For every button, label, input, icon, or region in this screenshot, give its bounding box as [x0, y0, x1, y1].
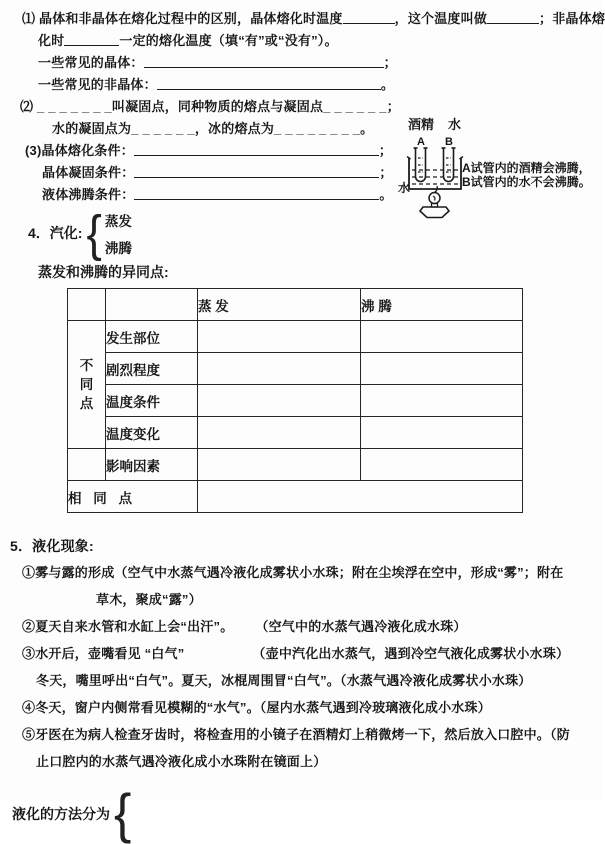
item1-line3-label: 一些常见的晶体： — [38, 55, 144, 70]
liq-item3-text-b: （壶中汽化出水蒸气，遇到冷空气液化成雾状小水珠） — [252, 646, 570, 661]
blank-line — [64, 34, 119, 46]
table-row-same — [68, 481, 523, 513]
brace-icon: { — [114, 783, 132, 844]
liq-item3-line1 — [0, 640, 602, 667]
liq-item2-text-b: （空气中的水蒸气遇冷液化成水珠） — [255, 619, 467, 634]
cell-evaporation — [198, 353, 361, 385]
branch-evaporation: 蒸发 — [104, 213, 132, 229]
alcohol-label: 酒精 — [408, 117, 435, 132]
note-line2-pre: B试管内的水 — [462, 174, 531, 189]
blank-line — [134, 144, 379, 156]
item3-line2-end: ； — [379, 165, 393, 180]
table-header-row — [68, 289, 523, 321]
blank-line — [343, 12, 395, 24]
spacer — [184, 657, 252, 658]
item1-line1-text-a: ⑴ 晶体和非晶体在熔化过程中的区别，晶体熔化时温度 — [22, 11, 343, 26]
header-boiling: 沸 腾 — [361, 289, 523, 321]
water-beaker-label: 水 — [398, 181, 411, 195]
cell-boiling — [361, 449, 523, 481]
blank-line — [487, 12, 539, 24]
table-row — [68, 417, 523, 449]
boiling-experiment-diagram — [398, 112, 602, 224]
row-label: 发生部位 — [106, 321, 198, 353]
item1-line4-end: 。 — [380, 77, 395, 92]
note-line2 — [462, 176, 602, 190]
liq-item1-line1: ①雾与露的形成（空气中水蒸气遇冷液化成雾状小水珠；附在尘埃浮在空中，形成“雾”；附在 — [22, 565, 564, 580]
item1-line2 — [0, 30, 602, 52]
same-row-label: 相 同 点 — [68, 481, 198, 513]
section5-heading: 5．液化现象: — [10, 538, 94, 554]
liq-item5-line1: ⑤牙医在为病人检查牙齿时，将检查用的小镜子在酒精灯上稍微烤一下，然后放入口腔中。（防 — [22, 727, 570, 742]
item3-line2-label: 晶体凝固条件： — [42, 165, 135, 180]
item3-line3-label: 液体沸腾条件： — [42, 187, 135, 202]
row-label: 温度变化 — [106, 417, 198, 449]
item1-line3-end: ； — [383, 55, 397, 70]
group-label-cell — [68, 321, 106, 449]
cell-same — [198, 481, 523, 513]
cell-evaporation — [198, 385, 361, 417]
tube-a-label: A — [417, 136, 425, 148]
table-row — [68, 385, 523, 417]
row-label: 影响因素 — [106, 449, 198, 481]
group-label-different: 不同点 — [79, 358, 94, 411]
cell-evaporation — [198, 449, 361, 481]
water-top-label: 水 — [448, 117, 462, 132]
table-row — [68, 353, 523, 385]
comparison-table — [67, 288, 523, 513]
methods-label: 液化的方法分为 — [12, 806, 110, 822]
note-line2-strong: 不会 — [530, 174, 555, 189]
liq-item1-line2: 草木，聚成“露”） — [96, 592, 202, 607]
liq-item3-line2: 冬天，嘴里呼出“白气”。夏天，冰棍周围冒“白气”。（水蒸气遇冷液化成雾状小水珠） — [36, 673, 532, 688]
blank-line — [134, 166, 379, 178]
row-label: 温度条件 — [106, 385, 198, 417]
cell-evaporation — [198, 321, 361, 353]
liq-item4: ④冬天，窗户内侧常看见模糊的“水气”。（屋内水蒸气遇到冷玻璃液化成小水珠） — [22, 700, 491, 715]
blank-line — [134, 188, 379, 200]
row-label: 剧烈程度 — [106, 353, 198, 385]
liq-item2-text-a: ②夏天自来水管和水缸上会“出汗”。 — [22, 619, 234, 634]
note-line1: A试管内的酒精会沸腾， — [462, 161, 591, 175]
spacer — [233, 630, 255, 631]
item1-line1-text-c: ；非晶体熔 — [539, 11, 605, 26]
tube-b-label: B — [445, 136, 453, 148]
item1-line1 — [0, 8, 605, 30]
experiment-note — [462, 162, 602, 189]
item1-line2-text-b: 一定的熔化温度（填“有”或“没有”）。 — [119, 33, 338, 48]
item2-line2-text: 水的凝固点为_ _ _ _ _ _，冰的熔点为_ _ _ _ _ _ _ _。 — [52, 121, 374, 136]
cell-boiling — [361, 417, 523, 449]
header-empty-cell2 — [106, 289, 198, 321]
header-empty-cell — [68, 289, 106, 321]
item3-line1-end: ； — [378, 143, 393, 158]
brace-icon: { — [86, 204, 102, 262]
table-caption: 蒸发和沸腾的异同点: — [38, 264, 169, 280]
note-line2-post: 沸腾。 — [554, 174, 591, 189]
item1-line1-text-b: ，这个温度叫做 — [394, 11, 488, 26]
item3-line3-end: 。 — [379, 187, 393, 202]
cell-evaporation — [198, 417, 361, 449]
liquefaction-methods — [0, 783, 602, 844]
item1-line4-label: 一些常见的非晶体： — [38, 77, 157, 92]
item1-line3 — [0, 52, 602, 74]
blank-line — [144, 56, 384, 68]
blank-line — [157, 78, 381, 90]
section4-heading: 4．汽化: — [28, 225, 83, 241]
header-evaporation: 蒸 发 — [198, 289, 361, 321]
vaporization-branches — [105, 210, 132, 257]
table-row — [68, 449, 523, 481]
empty-group-cell — [68, 449, 106, 481]
table-row — [68, 321, 523, 353]
liq-item3-text-a: ③水开后，壶嘴看见 “白气” — [22, 646, 185, 661]
liq-item2 — [0, 613, 602, 640]
alcohol-lamp-icon — [420, 204, 449, 218]
cell-boiling — [361, 353, 523, 385]
item3-line1-label: (3)晶体熔化条件： — [25, 143, 134, 158]
item2-line1-text: ⑵ _ _ _ _ _ _ _叫凝固点，同种物质的熔点与凝固点_ _ _ _ _ _； — [20, 99, 400, 114]
cell-boiling — [361, 385, 523, 417]
cell-boiling — [361, 321, 523, 353]
section5-liquefaction — [0, 533, 602, 775]
item1-line2-text-a: 化时 — [38, 33, 65, 48]
liq-item5-line2: 止口腔内的水蒸气遇冷液化成小水珠附在镜面上） — [36, 754, 327, 769]
item1-line4 — [0, 74, 602, 96]
branch-boiling: 沸腾 — [104, 240, 132, 256]
